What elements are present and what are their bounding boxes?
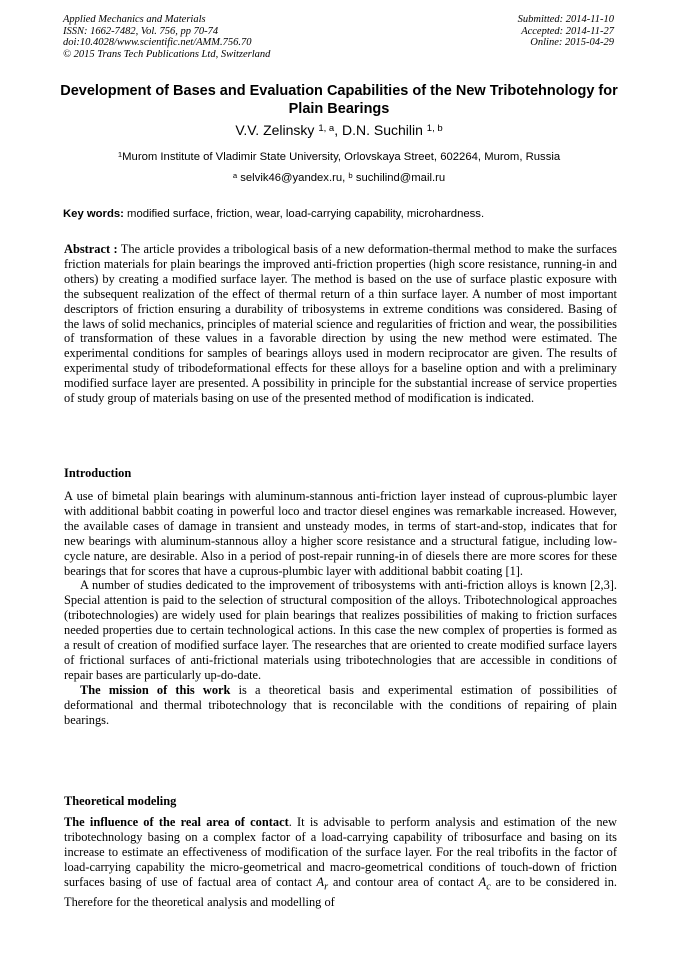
introduction-body <box>64 489 617 728</box>
math-symbol: A <box>478 874 487 889</box>
paragraph: A use of bimetal plain bearings with aluminum-stannous anti-friction layer instead of cuprous-plumbic layer with additional babbit coating in powerful loco and tractor diesel engines was remarkable increased. However, the available cases of damage in transient and unsteady modes, in terms of start-and-stop, indicates that for new bearings with aluminum-stannous alloy a higher score resistance and a structural fatigue, including low-cycle nature, are desirable. Also in a period of post-repair running-in of diesels there are more scores for these bearings that for scores that have a cuprous-plumbic layer with additional babbit coating [1]. <box>64 489 617 578</box>
online-date: Online: 2015-04-29 <box>530 37 614 48</box>
section-heading-theoretical-modeling: Theoretical modeling <box>64 794 177 808</box>
theory-text: are to be considered in. Therefore for the theoretical analysis and modelling of <box>64 874 618 909</box>
paragraph: A number of studies dedicated to the improvement of tribosystems with anti-friction alloys is known [2,3]. Special attention is paid to the selection of structural composition of the alloys. Tribotechnological approaches (tribotechnologies) are widely used for plain bearings that realizes possibilities of making to friction surfaces needed properties due to certain technological actions. In this case the new complex of properties is formed as a result of creation of modified surface layer. The researches that are oriented to create modified surface layers of frictional surfaces of anti-frictional materials using tribotechnologies that are accessible in conditions of repair bases are particularly up-do-date. <box>64 578 617 682</box>
math-subscript: c <box>486 881 491 893</box>
email-superscript: b <box>348 170 353 180</box>
author-superscript: 1, b <box>426 122 443 134</box>
journal-info <box>63 14 270 60</box>
affiliation <box>60 150 618 164</box>
section-heading-introduction: Introduction <box>64 466 132 480</box>
abstract-label: Abstract : <box>64 242 118 256</box>
journal-copyright: © 2015 Trans Tech Publications Ltd, Switzerland <box>63 48 271 60</box>
math-subscript: r <box>324 881 329 893</box>
email-superscript: a <box>232 170 238 180</box>
journal-name: Applied Mechanics and Materials <box>63 14 206 25</box>
mission-text: is a theoretical basis and experimental estimation of possibilities of deformational and thermal tribotechnology that is reconcilable with the conditions of repairing of plain bearings. <box>64 682 618 727</box>
theory-body <box>64 815 617 910</box>
math-symbol: A <box>316 874 325 889</box>
paragraph <box>64 815 617 910</box>
email-link[interactable]: selvik46@yandex.ru, <box>237 172 349 184</box>
accepted-date: Accepted: 2014-11-27 <box>521 25 614 37</box>
author-separator: , <box>334 122 342 138</box>
author-superscript: 1, a <box>318 122 335 134</box>
author-name: V.V. Zelinsky <box>235 122 315 138</box>
submitted-date: Submitted: 2014-11-10 <box>517 14 614 25</box>
paper-title: Development of Bases and Evaluation Capabilities of the New Tribotehnology for Plain Bearings <box>60 83 618 117</box>
journal-issn: ISSN: 1662-7482, Vol. 756, pp 70-74 <box>63 25 219 37</box>
abstract <box>64 242 617 406</box>
submission-dates <box>518 14 614 49</box>
author-emails <box>60 171 618 185</box>
affiliation-text: Murom Institute of Vladimir State University, Orlovskaya Street, 602264, Murom, Russia <box>122 151 561 163</box>
mission-lead: The mission of this work <box>80 682 231 697</box>
keywords-text: modified surface, friction, wear, load-carrying capability, microhardness. <box>123 208 485 220</box>
theory-text: and contour area of contact <box>328 874 479 889</box>
paragraph <box>64 683 617 728</box>
theory-lead: The influence of the real area of contact <box>64 815 289 829</box>
keywords <box>63 207 618 221</box>
journal-doi: doi:10.4028/www.scientific.net/AMM.756.70 <box>63 37 252 48</box>
affiliation-superscript: 1 <box>117 149 123 159</box>
abstract-text: The article provides a tribological basis of a new deformation-thermal method to make the surfaces friction materials for plain bearings the improved anti-friction properties (high score resistance, running-in and others) by creating a modified surface layer. The method is based on the use of surface plastic exposure with the subsequent realization of the effect of thermal return of a thin surface layer. A number of most important descriptors of friction ensuring a durability of tribosystems in extreme conditions was considered. Basing of the laws of solid mechanics, principles of material science and regularities of friction and wear, the possibilities of transformation of these values in a favorable direction by using the new method were estimated. The experimental conditions for samples of bearings alloys used in modern reciprocator are given. The results of experimental study of tribodeformational effects for these alloys for a baseline option and with a preliminary modified surface layer are presented. A possibility in principle for the substantial increase of service properties of study group of materials basing on use of the presented method of modification is indicated. <box>64 242 617 406</box>
theory-text: . It is advisable to perform analysis and estimation of the new tribotechnology basing on a complex factor of a load-carrying capability of tribosurface and basing on its increase to estimate an effectiveness of modification of the surface layer. For the real tribofits in the factor of load-carrying capability the micro-geometrical and macro-geometrical conditions of touch-down of friction surfaces basing of use of factual area of contact <box>64 815 617 889</box>
authors <box>60 121 618 139</box>
keywords-label: Key words: <box>63 208 124 220</box>
author-name: D.N. Suchilin <box>341 122 423 138</box>
email-link[interactable]: suchilind@mail.ru <box>352 172 446 184</box>
